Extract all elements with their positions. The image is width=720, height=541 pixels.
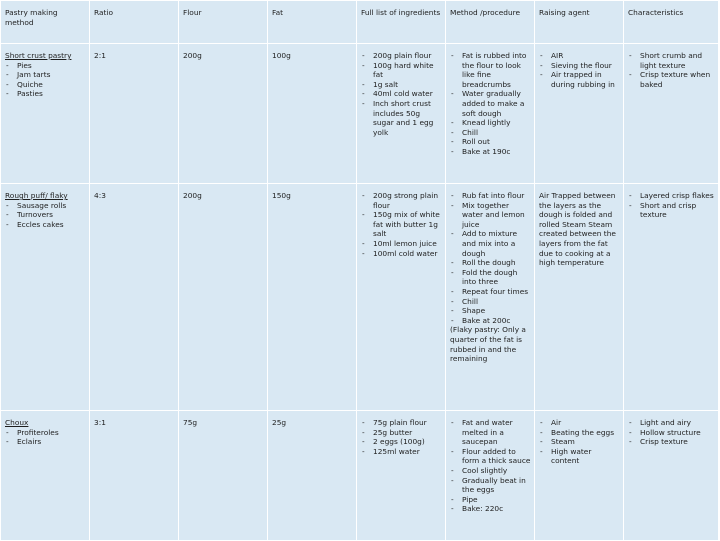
method-name: Choux (5, 418, 29, 427)
list-item: - 25g butter (361, 428, 442, 438)
characteristics-cell (624, 411, 719, 541)
method-name: Short crust pastry (5, 51, 72, 60)
method-cell (1, 44, 90, 184)
list-item: - 40ml cold water (361, 89, 442, 99)
list-item: - 10ml lemon juice (361, 239, 442, 249)
list-item: - Gradually beat in the eggs (450, 476, 531, 495)
list-item: - 200g plain flour (361, 51, 442, 61)
list-item: - Hollow structure (628, 428, 715, 438)
procedure-note: (Flaky pastry: Only a quarter of the fat is rubbed in and the remaining (450, 325, 526, 364)
list-item: - Cool slightly (450, 466, 531, 476)
list-item: - Crisp texture (628, 437, 715, 447)
flour-cell: 200g (179, 184, 268, 411)
procedure-list (450, 191, 531, 325)
characteristics-list (628, 51, 715, 89)
list-item: - Bake at 200c (450, 316, 531, 326)
list-item: - Chill (450, 297, 531, 307)
list-item: - Knead lightly (450, 118, 531, 128)
list-item: - Beating the eggs (539, 428, 620, 438)
list-item: - Turnovers (5, 210, 86, 220)
raising-agent-cell (535, 411, 624, 541)
list-item: - Fat and water melted in a saucepan (450, 418, 531, 447)
flour-cell: 75g (179, 411, 268, 541)
characteristics-list (628, 191, 715, 220)
list-item: - Repeat four times (450, 287, 531, 297)
ingredients-cell (357, 184, 446, 411)
header-flour: Flour (179, 1, 268, 44)
characteristics-cell (624, 184, 719, 411)
list-item: - Jam tarts (5, 70, 86, 80)
list-item: - Sausage rolls (5, 201, 86, 211)
examples-list (5, 428, 86, 447)
list-item: - Eclairs (5, 437, 86, 447)
list-item: - Crisp texture when baked (628, 70, 715, 89)
ratio-cell: 3:1 (90, 411, 179, 541)
ingredients-list (361, 51, 442, 137)
list-item: - Eccles cakes (5, 220, 86, 230)
fat-cell: 150g (268, 184, 357, 411)
header-ratio: Ratio (90, 1, 179, 44)
header-row (1, 1, 719, 44)
header-characteristics: Characteristics (624, 1, 719, 44)
flour-cell: 200g (179, 44, 268, 184)
characteristics-list (628, 418, 715, 447)
list-item: - Layered crisp flakes (628, 191, 715, 201)
list-item: - Light and airy (628, 418, 715, 428)
list-item: - 1g salt (361, 80, 442, 90)
table-row (1, 411, 719, 541)
fat-cell: 100g (268, 44, 357, 184)
ingredients-cell (357, 411, 446, 541)
procedure-list (450, 51, 531, 157)
list-item: - 2 eggs (100g) (361, 437, 442, 447)
method-cell (1, 411, 90, 541)
list-item: - Bake at 190c (450, 147, 531, 157)
list-item: - Air (539, 418, 620, 428)
list-item: - Air trapped in during rubbing in (539, 70, 620, 89)
examples-list (5, 61, 86, 99)
ratio-cell: 2:1 (90, 44, 179, 184)
list-item: - Fold the dough into three (450, 268, 531, 287)
list-item: - 150g mix of white fat with butter 1g salt (361, 210, 442, 239)
list-item: - Short and crisp texture (628, 201, 715, 220)
procedure-cell (446, 411, 535, 541)
list-item: - 75g plain flour (361, 418, 442, 428)
list-item: - Shape (450, 306, 531, 316)
list-item: - Short crumb and light texture (628, 51, 715, 70)
header-method: Pastry making method (1, 1, 90, 44)
list-item: - Add to mixture and mix into a dough (450, 229, 531, 258)
list-item: - Steam (539, 437, 620, 447)
list-item: - Pipe (450, 495, 531, 505)
raising-agent-cell: Air Trapped between the layers as the dough is folded and rolled Steam Steam created between the layers from the fat due to cooking at a high temperature (535, 184, 624, 411)
list-item: - Pies (5, 61, 86, 71)
procedure-cell (446, 44, 535, 184)
raising-agent-list (539, 51, 620, 89)
raising-agent-cell (535, 44, 624, 184)
list-item: - Bake: 220c (450, 504, 531, 514)
header-ingredients: Full list of ingredients (357, 1, 446, 44)
ingredients-list (361, 191, 442, 258)
table-row (1, 184, 719, 411)
list-item: - AIR (539, 51, 620, 61)
list-item: - 100g hard white fat (361, 61, 442, 80)
raising-agent-list (539, 418, 620, 466)
list-item: - 200g strong plain flour (361, 191, 442, 210)
list-item: - Roll the dough (450, 258, 531, 268)
list-item: - Water gradually added to make a soft dough (450, 89, 531, 118)
list-item: - Roll out (450, 137, 531, 147)
fat-cell: 25g (268, 411, 357, 541)
list-item: - Mix together water and lemon juice (450, 201, 531, 230)
list-item: - Rub fat into flour (450, 191, 531, 201)
list-item: - Fat is rubbed into the flour to look like fine breadcrumbs (450, 51, 531, 89)
table-row (1, 44, 719, 184)
method-cell (1, 184, 90, 411)
list-item: - 100ml cold water (361, 249, 442, 259)
list-item: - Profiteroles (5, 428, 86, 438)
ratio-cell: 4:3 (90, 184, 179, 411)
header-raising-agent: Raising agent (535, 1, 624, 44)
list-item: - Chill (450, 128, 531, 138)
characteristics-cell (624, 44, 719, 184)
ingredients-list (361, 418, 442, 456)
list-item: - Pasties (5, 89, 86, 99)
ingredients-cell (357, 44, 446, 184)
list-item: - Quiche (5, 80, 86, 90)
list-item: - Sieving the flour (539, 61, 620, 71)
list-item: - Flour added to form a thick sauce (450, 447, 531, 466)
procedure-list (450, 418, 531, 514)
list-item: - Inch short crust includes 50g sugar and 1 egg yolk (361, 99, 442, 137)
method-name: Rough puff/ flaky (5, 191, 68, 200)
list-item: - 125ml water (361, 447, 442, 457)
procedure-cell (446, 184, 535, 411)
list-item: - High water content (539, 447, 620, 466)
examples-list (5, 201, 86, 230)
header-fat: Fat (268, 1, 357, 44)
header-procedure: Method /procedure (446, 1, 535, 44)
